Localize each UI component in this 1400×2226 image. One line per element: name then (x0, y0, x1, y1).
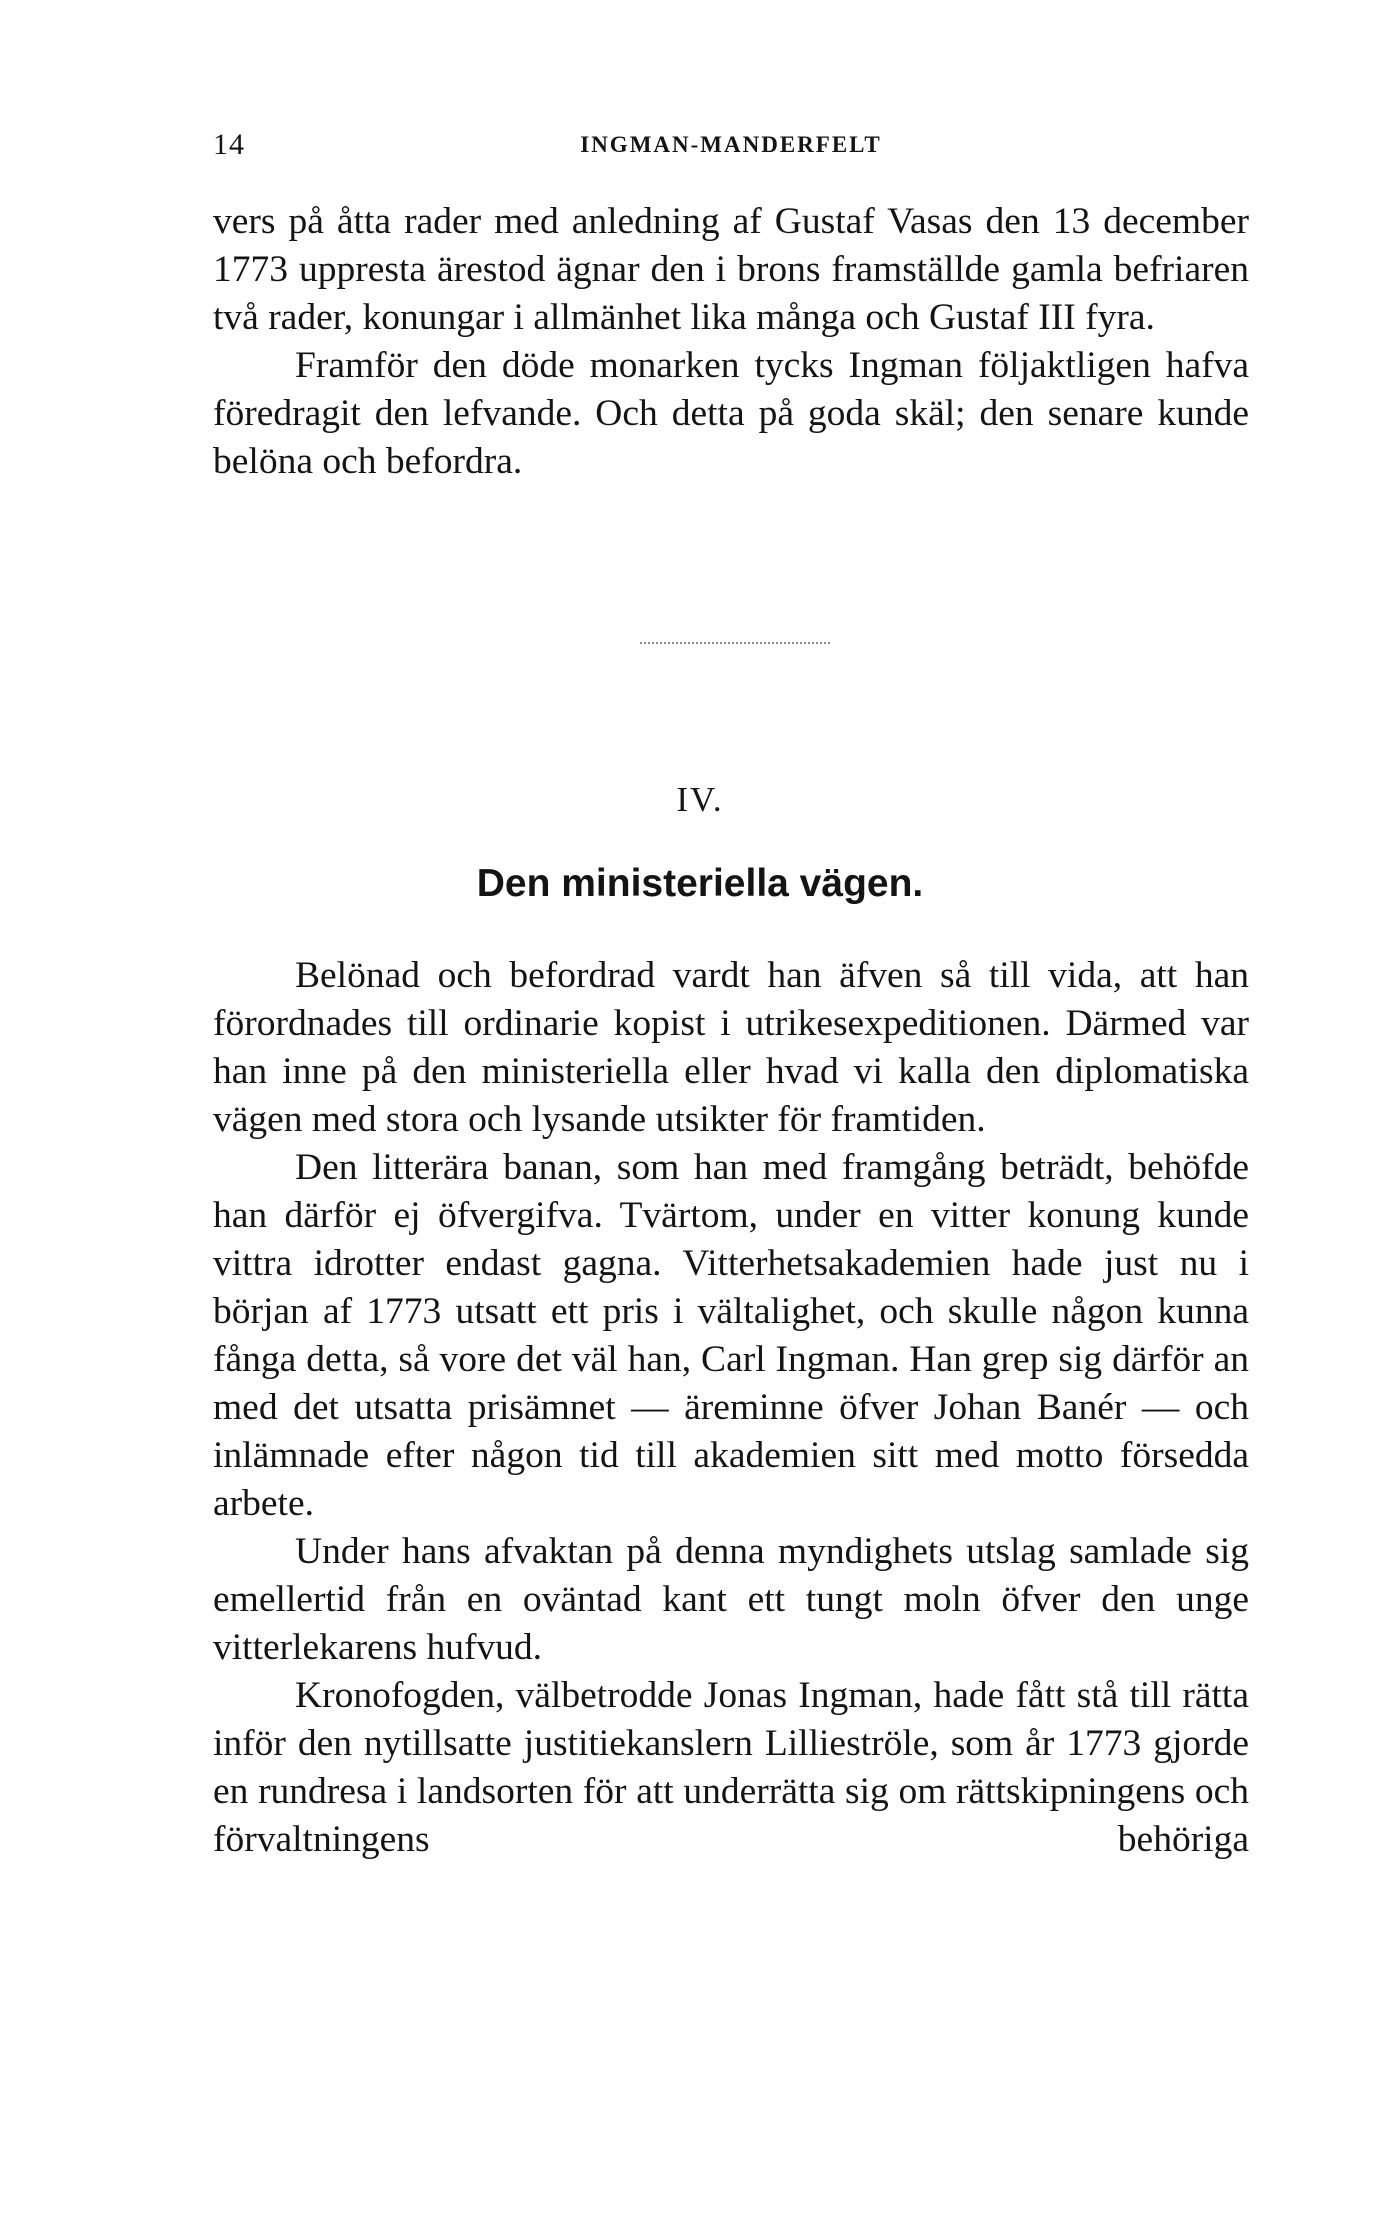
paragraph: Kronofogden, välbetrodde Jonas Ingman, hade fått stå till rätta inför den nytillsatte justitiekanslern Lillieströle, som år 1773 gjorde en rundresa i landsorten för att underrätta sig om rättskipningens och förvaltningens behöriga (213, 1675, 1249, 1860)
paragraph: Belönad och befordrad vardt han äfven så till vida, att han förordnades till ordinarie kopist i utrikesexpeditionen. Därmed var han inne på den ministeriella eller hvad vi kalla den diplomatiska vägen med stora och lysande utsikter för framtiden. (213, 955, 1249, 1140)
chapter-body (213, 952, 1249, 1864)
chapter-title: Den ministeriella vägen. (476, 862, 924, 905)
paragraph: Under hans afvaktan på denna myndighets utslag samlade sig emellertid från en oväntad kant ett tungt moln öfver den unge vitterlekarens hufvud. (213, 1531, 1249, 1668)
chapter-numeral: IV. (676, 780, 724, 819)
page-number: 14 (213, 128, 245, 161)
paragraph: Den litterära banan, som han med framgång beträdt, behöfde han därför ej öfvergifva. Tvärtom, under en vitter konung kunde vittra idrotter endast gagna. Vitterhetsakademien hade just nu i början af 1773 utsatt ett pris i vältalighet, och skulle någon kunna fånga detta, så vore det väl han, Carl Ingman. Han grep sig därför an med det utsatta prisämnet — äreminne öfver Johan Banér — och inlämnade efter någon tid till akademien sitt med motto försedda arbete. (213, 1147, 1249, 1524)
intro-text (213, 198, 1249, 486)
section-divider (640, 642, 830, 644)
paragraph: vers på åtta rader med anledning af Gustaf Vasas den 13 december 1773 uppresta ärestod ägnar den i brons framställde gamla befriaren två rader, konungar i allmänhet lika många och Gustaf III fyra. (213, 201, 1249, 338)
paragraph: Framför den döde monarken tycks Ingman följaktligen hafva föredragit den lefvande. Och detta på goda skäl; den senare kunde belöna och befordra. (213, 345, 1249, 482)
page-header (213, 128, 1249, 168)
running-head: INGMAN-MANDERFELT (580, 132, 882, 157)
